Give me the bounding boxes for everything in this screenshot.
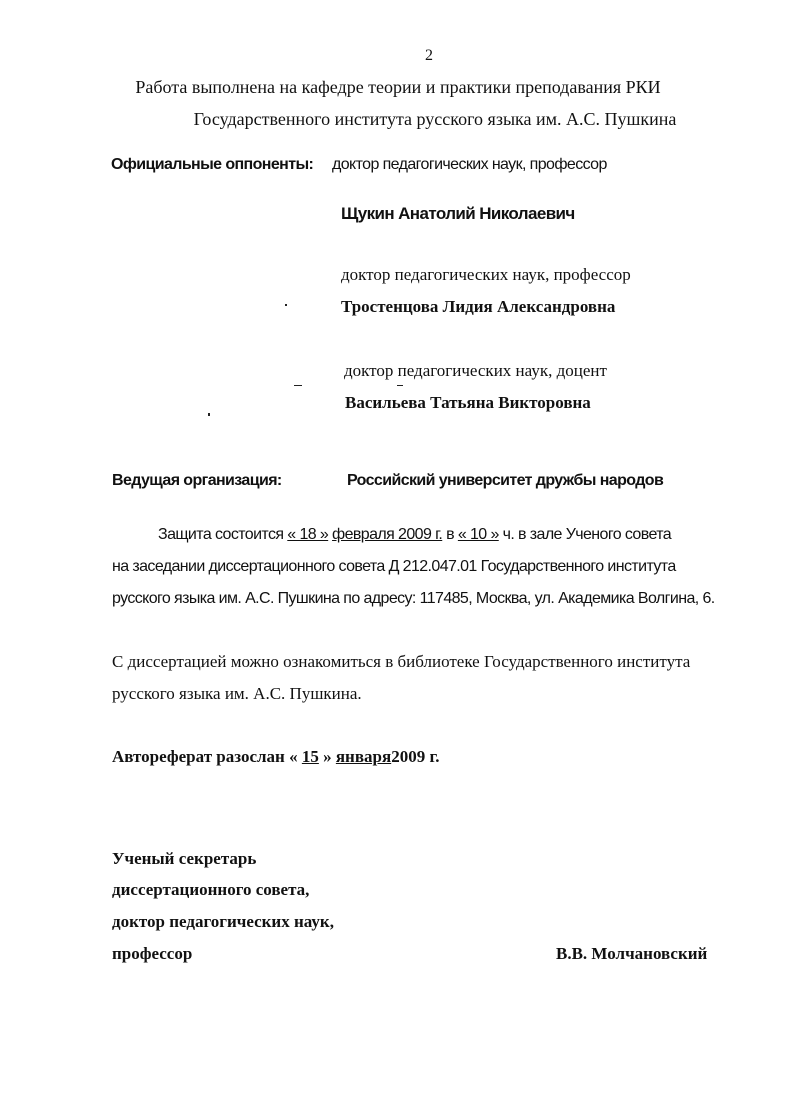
- scan-speck: [397, 385, 403, 386]
- defense-line-2: на заседании диссертационного совета Д 212.047.01 Государственного института: [112, 558, 676, 575]
- scan-speck: [208, 413, 210, 416]
- sent-day: 15: [301, 747, 319, 766]
- defense-line-3: русского языка им. А.С. Пушкина по адресу: 117485, Москва, ул. Академика Волгина, 6.: [112, 590, 715, 607]
- defense-hour: « 10 »: [457, 526, 499, 543]
- opponent-3-name: Васильева Татьяна Викторовна: [345, 393, 591, 412]
- defense-suffix: ч. в зале Ученого совета: [502, 526, 672, 543]
- defense-date: февраля 2009 г.: [332, 526, 443, 543]
- scan-speck: [294, 385, 302, 386]
- header-line-2: Государственного института русского языка им. А.С. Пушкина: [193, 109, 677, 129]
- sent-prefix: Автореферат разослан «: [112, 747, 298, 766]
- opponents-label: Официальные оппоненты:: [111, 156, 314, 173]
- opponent-2-title: доктор педагогических наук, профессор: [341, 265, 631, 284]
- secretary-line-4: профессор: [112, 944, 193, 963]
- defense-in: в: [446, 526, 454, 543]
- sent-mid: »: [323, 747, 332, 766]
- lead-org-label: Ведущая организация:: [112, 472, 282, 489]
- sent-year: 2009 г.: [391, 747, 440, 766]
- defense-line-1: [158, 526, 671, 544]
- scan-speck: [285, 304, 287, 306]
- defense-prefix: Защита состоится: [158, 526, 284, 543]
- secretary-line-2: диссертационного совета,: [112, 880, 310, 899]
- opponent-1-title: доктор педагогических наук, профессор: [332, 156, 607, 173]
- opponent-3-title: доктор педагогических наук, доцент: [344, 361, 607, 380]
- secretary-line-3: доктор педагогических наук,: [112, 912, 334, 931]
- page-number: 2: [425, 47, 433, 64]
- secretary-name: В.В. Молчановский: [556, 944, 708, 963]
- sent-month: января: [335, 747, 392, 766]
- opponent-2-name: Тростенцова Лидия Александровна: [341, 297, 616, 316]
- secretary-line-1: Ученый секретарь: [112, 849, 257, 868]
- library-line-1: С диссертацией можно ознакомиться в библиотеке Государственного института: [112, 652, 691, 671]
- opponent-1-name: Щукин Анатолий Николаевич: [341, 204, 575, 223]
- library-line-2: русского языка им. А.С. Пушкина.: [112, 684, 362, 703]
- lead-org-value: Российский университет дружбы народов: [347, 472, 664, 489]
- header-line-1: Работа выполнена на кафедре теории и практики преподавания РКИ: [135, 77, 661, 97]
- defense-day: « 18 »: [287, 526, 329, 543]
- sent-line: [112, 747, 440, 767]
